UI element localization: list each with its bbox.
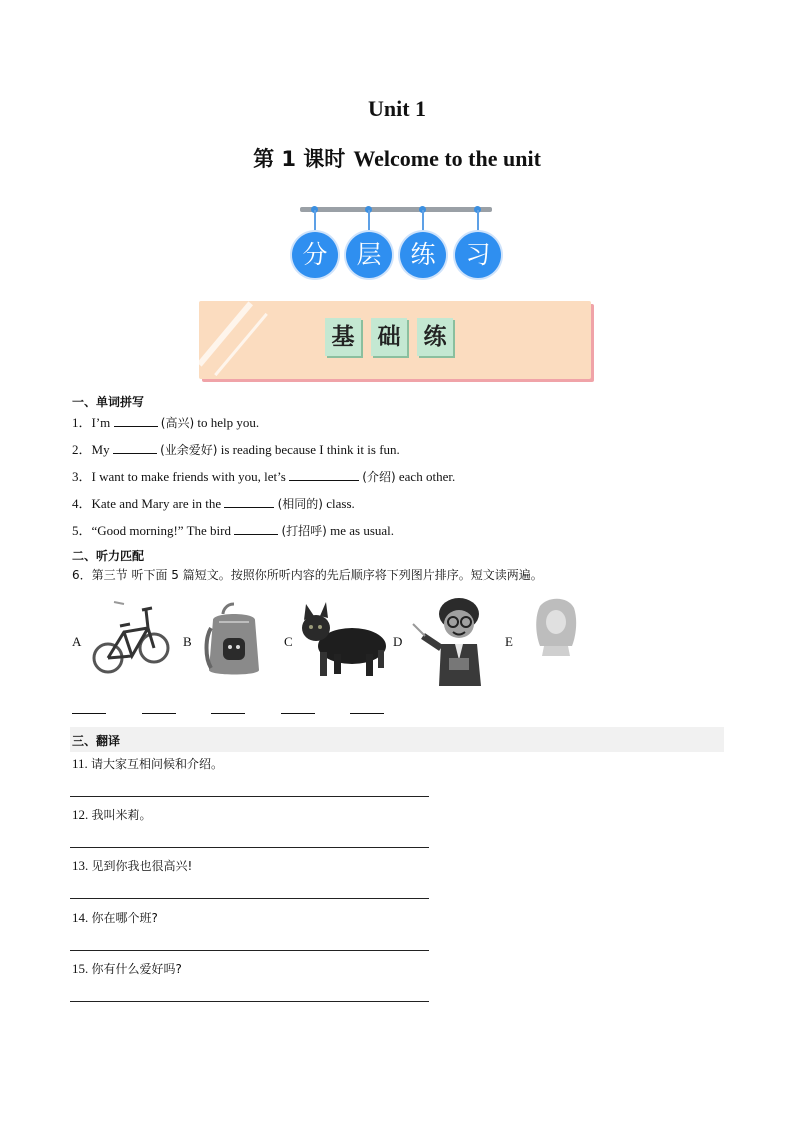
item-text: 见到你我也很高兴!: [91, 859, 193, 873]
banner-char: 练: [400, 232, 446, 278]
answer-blank[interactable]: [224, 496, 274, 508]
picture-order-blank[interactable]: [72, 713, 106, 714]
hanger-string: [314, 210, 316, 232]
item-number: 11.: [72, 756, 88, 771]
question-text: each other.: [398, 469, 456, 484]
banner-rail: [300, 207, 492, 212]
lesson-name: Welcome to the unit: [353, 146, 541, 171]
hanger-string: [422, 210, 424, 232]
question-number: 3．: [72, 469, 92, 484]
answer-blank[interactable]: [113, 442, 157, 454]
question-text: me as usual.: [330, 523, 395, 538]
answer-line[interactable]: [70, 950, 429, 951]
item-text: 我叫米莉。: [91, 808, 152, 822]
picture-order-blank[interactable]: [211, 713, 245, 714]
question-2: [72, 439, 400, 458]
question-hint: (打招呼): [281, 524, 327, 538]
picture-label-c: C: [284, 634, 293, 649]
bicycle-icon: [92, 598, 170, 682]
basic-practice-title: [325, 318, 463, 356]
question-number: 1．: [72, 415, 92, 430]
hanger-string: [477, 210, 479, 232]
banner-char: 习: [455, 232, 501, 278]
answer-line[interactable]: [70, 898, 429, 899]
layered-practice-banner: [288, 205, 506, 283]
translation-item-14: [72, 909, 158, 926]
question-text: My: [91, 442, 110, 457]
item-number: 13.: [72, 858, 89, 873]
picture-label-d: D: [393, 634, 403, 649]
translation-item-15: [72, 960, 182, 977]
question-text: Kate and Mary are in the: [91, 496, 222, 511]
backpack-icon: [201, 598, 267, 678]
cat-icon: [294, 600, 392, 680]
translation-item-13: [72, 857, 192, 874]
answer-blank[interactable]: [114, 415, 158, 427]
question-1: [72, 412, 259, 431]
decorative-shine: [214, 313, 268, 376]
hanger-string: [368, 210, 370, 232]
question-hint: (高兴): [160, 416, 195, 430]
answer-line[interactable]: [70, 847, 429, 848]
answer-line[interactable]: [70, 796, 429, 797]
question-number: 4．: [72, 496, 92, 511]
question-text: class.: [326, 496, 355, 511]
question-hint: (介绍): [362, 470, 396, 484]
question-text: I want to make friends with you, let’s: [91, 469, 286, 484]
picture-label-a: A: [72, 634, 82, 649]
question-text: “Good morning!” The bird: [91, 523, 231, 538]
answer-line[interactable]: [70, 1001, 429, 1002]
basic-char: 练: [417, 318, 453, 356]
translation-item-12: [72, 806, 152, 823]
banner-char: 分: [292, 232, 338, 278]
question-number: 5．: [72, 523, 92, 538]
item-number: 12.: [72, 807, 89, 822]
question-5: [72, 520, 394, 539]
question-text: is reading because I think it is fun.: [220, 442, 400, 457]
item-number: 15.: [72, 961, 89, 976]
basic-char: 基: [325, 318, 361, 356]
picture-order-blank[interactable]: [281, 713, 315, 714]
instruction-text: 6．第三节 听下面 5 篇短文。按照你所听内容的先后顺序将下列图片排序。短文读两遍。: [72, 568, 543, 582]
picture-label-b: B: [183, 634, 192, 649]
section-heading-translation: 三、翻译: [72, 734, 121, 748]
item-text: 你在哪个班?: [91, 911, 158, 925]
item-number: 14.: [72, 910, 89, 925]
item-text: 你有什么爱好吗?: [91, 962, 182, 976]
picture-order-blank[interactable]: [142, 713, 176, 714]
question-text: to help you.: [197, 415, 260, 430]
question-4: [72, 493, 355, 512]
teacher-icon: [411, 594, 491, 688]
girl-icon: [528, 596, 584, 658]
question-hint: (相同的): [277, 497, 323, 511]
item-text: 请大家互相问候和介绍。: [91, 757, 224, 771]
question-text: I’m: [91, 415, 111, 430]
translation-item-11: [72, 755, 223, 772]
basic-char: 础: [371, 318, 407, 356]
banner-char: 层: [346, 232, 392, 278]
question-number: 2．: [72, 442, 92, 457]
decorative-shine: [199, 301, 253, 366]
question-hint: (业余爱好): [160, 443, 218, 457]
translation-heading-bar: [70, 727, 724, 752]
question-3: [72, 466, 455, 485]
lesson-title: [0, 143, 794, 173]
listening-instruction: [72, 566, 543, 583]
lesson-number: 第 1 课时: [253, 147, 346, 171]
basic-practice-box: [199, 301, 591, 379]
answer-blank[interactable]: [234, 523, 278, 535]
unit-title: Unit 1: [367, 96, 427, 121]
section-heading-spelling: 一、单词拼写: [72, 395, 145, 409]
section-heading-listening: 二、听力匹配: [72, 549, 145, 563]
picture-label-e: E: [505, 634, 513, 649]
picture-order-blank[interactable]: [350, 713, 384, 714]
answer-blank[interactable]: [289, 469, 359, 481]
